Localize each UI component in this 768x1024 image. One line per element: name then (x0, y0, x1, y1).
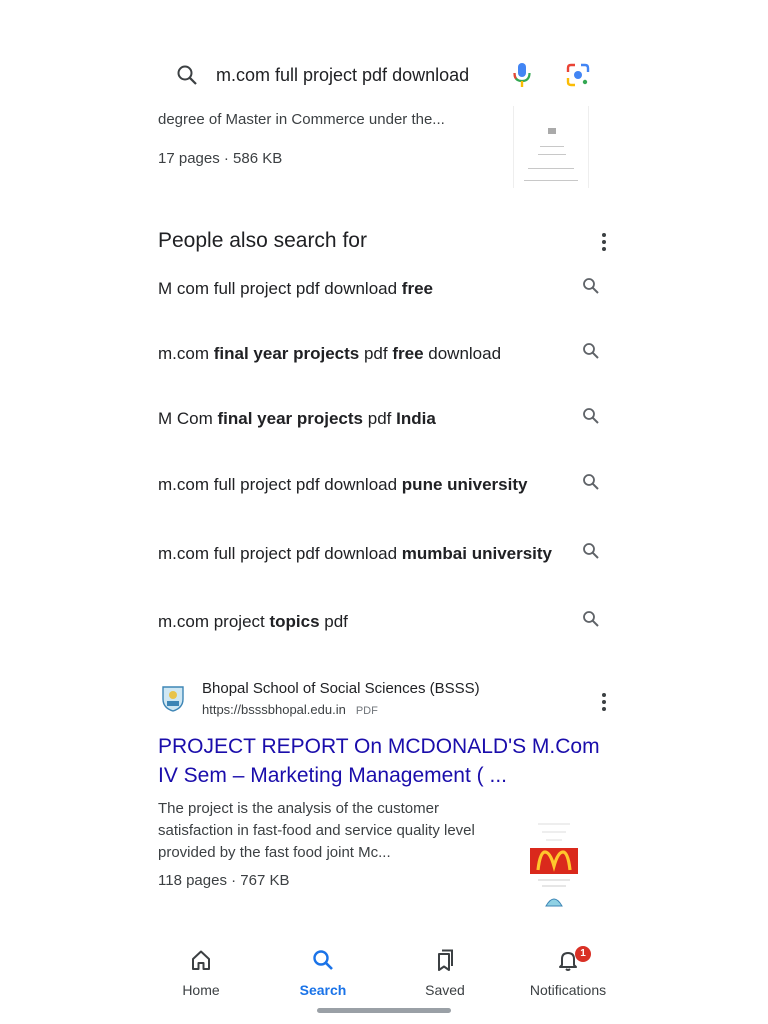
nav-search[interactable] (268, 948, 378, 998)
bookmarks-icon (390, 948, 500, 976)
nav-home[interactable] (146, 948, 256, 998)
lens-icon[interactable] (566, 63, 590, 92)
related-search-term: M Com (158, 408, 218, 428)
related-search-bold-term: India (396, 408, 436, 428)
search-icon (176, 64, 198, 91)
search-icon (582, 610, 600, 633)
related-search-term: M com full project pdf download (158, 278, 402, 298)
related-search-term: m.com full project pdf download (158, 543, 402, 563)
more-options-icon[interactable] (596, 232, 612, 252)
result-snippet: The project is the analysis of the customer satisfaction in fast-food and service quality level provided by the fast food joint Mc... (158, 800, 475, 861)
search-icon (582, 277, 600, 300)
related-search-bold-term: free (401, 278, 433, 298)
related-search-text (158, 611, 558, 632)
nav-notifications-label: Notifications (529, 982, 607, 998)
related-search-bold-term: mumbai university (401, 543, 553, 563)
related-search-text (158, 543, 558, 564)
related-search-item[interactable] (158, 407, 610, 429)
related-search-bold-term: pune university (401, 474, 528, 494)
related-search-term: pdf (359, 343, 393, 363)
related-search-item[interactable] (158, 463, 610, 505)
related-search-term: pdf (319, 611, 348, 631)
related-search-term: download (423, 343, 502, 363)
related-search-term: m.com project (158, 611, 270, 631)
bell-icon (513, 948, 623, 976)
search-icon (582, 542, 600, 565)
previous-result-thumbnail[interactable] (513, 106, 589, 188)
notification-badge: 1 (575, 946, 591, 962)
site-favicon (160, 684, 186, 712)
related-search-bold-term: topics (269, 611, 320, 631)
site-url[interactable] (202, 702, 378, 717)
file-type-label: PDF (355, 705, 378, 717)
site-url-text: https://bsssbhopal.edu.in (202, 702, 346, 717)
people-also-search-title: People also search for (158, 229, 367, 252)
related-search-term: pdf (363, 408, 397, 428)
result-more-options-icon[interactable] (596, 692, 612, 712)
nav-home-label: Home (182, 982, 220, 998)
nav-saved[interactable] (390, 948, 500, 998)
previous-snippet-line2: degree of Master in Commerce under the... (158, 111, 445, 128)
nav-saved-label: Saved (425, 982, 465, 998)
related-search-item[interactable] (158, 342, 610, 364)
previous-result-meta: 17 pages · 586 KB (158, 150, 283, 167)
related-search-bold-term: free (392, 343, 424, 363)
result-thumbnail[interactable] (528, 820, 580, 912)
related-search-term: m.com full project pdf download (158, 474, 402, 494)
search-icon (582, 407, 600, 430)
result-meta: 118 pages · 767 KB (158, 872, 290, 889)
related-search-item[interactable] (158, 277, 610, 299)
search-icon (582, 473, 600, 496)
search-bar[interactable] (160, 52, 610, 98)
home-indicator[interactable] (317, 1008, 451, 1013)
nav-search-label: Search (299, 982, 347, 998)
related-search-text (158, 278, 558, 299)
mic-icon[interactable] (512, 62, 532, 93)
related-search-item[interactable] (158, 610, 610, 632)
home-icon (146, 948, 256, 976)
related-search-bold-term: final year projects (213, 343, 360, 363)
site-name[interactable]: Bhopal School of Social Sciences (BSSS) (202, 680, 480, 697)
related-search-text (158, 343, 558, 364)
search-icon (268, 948, 378, 976)
nav-notifications[interactable] (513, 948, 623, 998)
search-input[interactable]: m.com full project pdf download (216, 65, 470, 85)
related-search-text (158, 408, 558, 429)
related-search-item[interactable] (158, 532, 610, 574)
result-title-link[interactable]: PROJECT REPORT On MCDONALD'S M.Com IV Sem – Marketing Management ( ... (158, 735, 600, 787)
related-search-term: m.com (158, 343, 214, 363)
search-icon (582, 342, 600, 365)
related-search-text (158, 474, 558, 495)
related-search-bold-term: final year projects (217, 408, 364, 428)
